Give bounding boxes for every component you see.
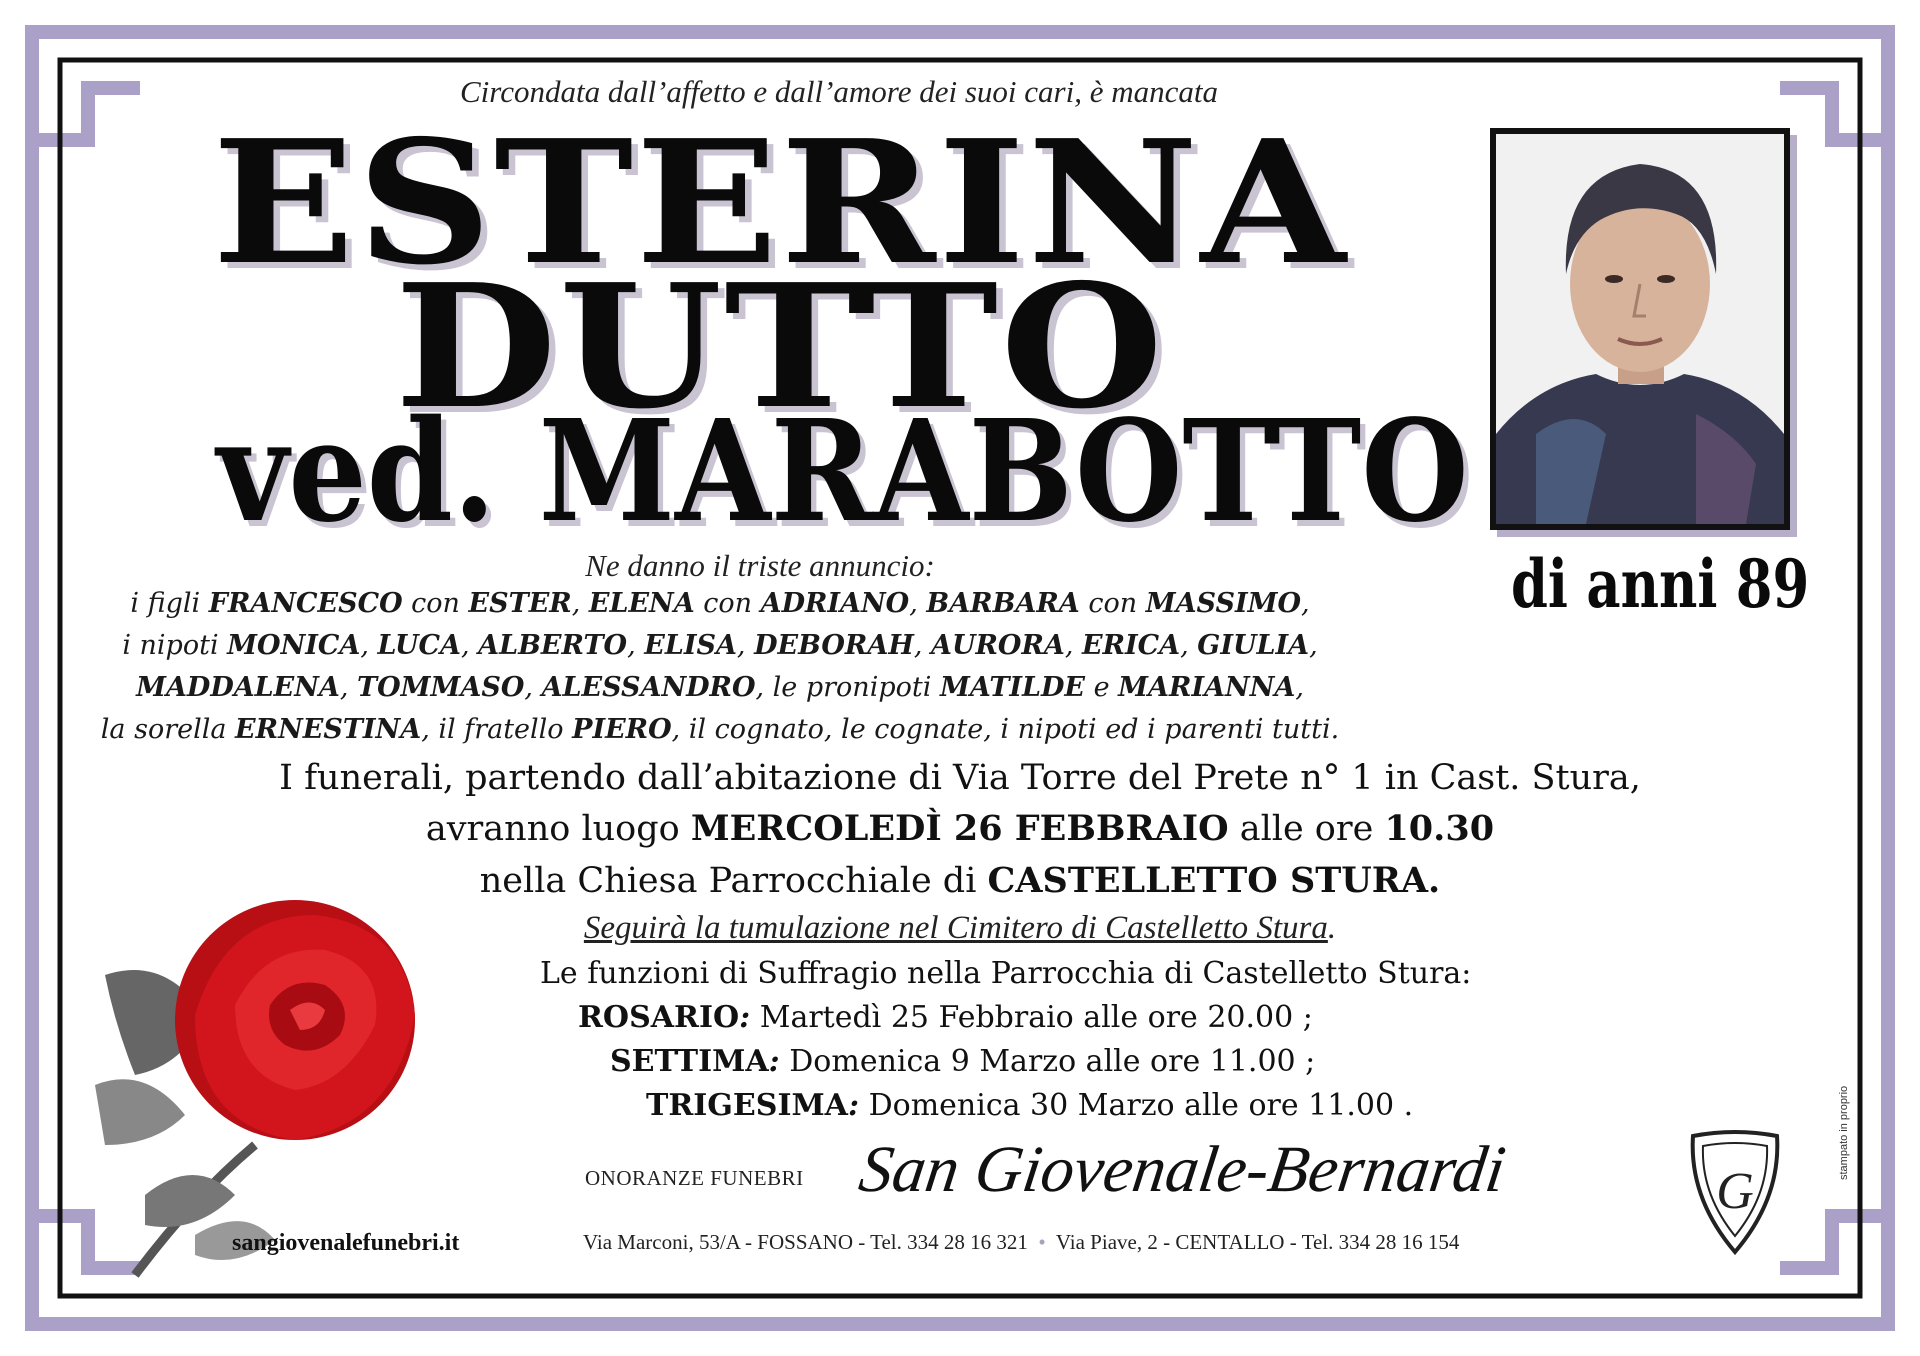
relatives-line-1: i figli FRANCESCO con ESTER, ELENA con ADRIANO, BARBARA con MASSIMO, (130, 588, 1310, 619)
last-name: DUTTO (394, 247, 1166, 447)
shield-logo-icon (1685, 1128, 1785, 1258)
website-link[interactable]: sangiovenalefunebri.it (232, 1230, 460, 1256)
print-stamp: stampato in proprio (1838, 1085, 1850, 1180)
portrait-photo (1490, 128, 1790, 530)
addresses: Via Marconi, 53/A - FOSSANO - Tel. 334 28 16 321 • Via Piave, 2 - CENTALLO - Tel. 334 28 16 154 (583, 1230, 1460, 1254)
logo-letter: G (1716, 1163, 1754, 1220)
intro-text: Circondata dall’affetto e dall’amore dei suoi cari, è mancata (460, 74, 1218, 109)
relatives-line-3: MADDALENA, TOMMASO, ALESSANDRO, le pronipoti MATILDE e MARIANNA, (136, 672, 1304, 703)
announce-heading: Ne danno il triste annuncio: (585, 548, 935, 583)
burial-line: Seguirà la tumulazione nel Cimitero di Castelletto Stura. (583, 910, 1337, 946)
widow-name: ved. MARABOTTO (216, 390, 1469, 554)
funeral-line-2: avranno luogo MERCOLEDÌ 26 FEBBRAIO alle ore 10.30 (425, 808, 1495, 849)
suffrage-title: Le funzioni di Suffragio nella Parrocchia di Castelletto Stura: (540, 956, 1472, 991)
funeral-line-1: I funerali, partendo dall’abitazione di Via Torre del Prete n° 1 in Cast. Stura, (279, 758, 1641, 798)
rose-icon (75, 895, 435, 1285)
funeral-line-3: nella Chiesa Parrocchiale di CASTELLETTO STURA. (479, 860, 1441, 901)
age-label: di anni 89 (1511, 545, 1810, 623)
relatives-line-4: la sorella ERNESTINA, il fratello PIERO, il cognato, le cognate, i nipoti ed i parenti tutti. (100, 714, 1340, 745)
first-name: ESTERINA (212, 103, 1348, 303)
suffrage-settima: SETTIMA: Domenica 9 Marzo alle ore 11.00 ; (610, 1044, 1316, 1079)
funeral-home-label: ONORANZE FUNEBRI (585, 1166, 804, 1190)
suffrage-trigesima: TRIGESIMA: Domenica 30 Marzo alle ore 11.00 . (646, 1088, 1414, 1123)
relatives-line-2: i nipoti MONICA, LUCA, ALBERTO, ELISA, DEBORAH, AURORA, ERICA, GIULIA, (122, 630, 1318, 661)
funeral-home-name: San Giovenale-Bernardi (854, 1133, 1510, 1206)
suffrage-rosario: ROSARIO: Martedì 25 Febbraio alle ore 20.00 ; (578, 1000, 1313, 1035)
